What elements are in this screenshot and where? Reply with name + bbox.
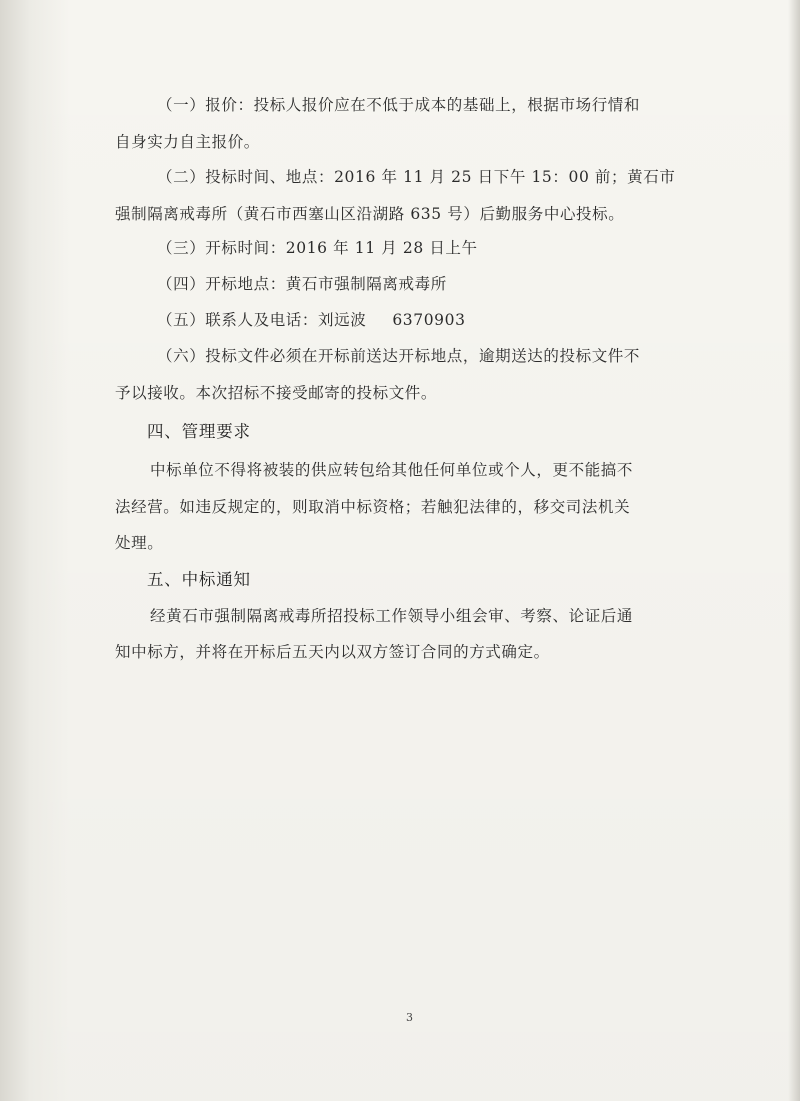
- item-1-line-2: 自身实力自主报价。: [115, 133, 260, 151]
- section-4-heading: 四、管理要求: [147, 422, 251, 441]
- contact-label: （五）联系人及电话：刘远波: [157, 311, 367, 329]
- section-5-line-1: 经黄石市强制隔离戒毒所招投标工作领导小组会审、考察、论证后通: [150, 607, 634, 625]
- scan-right-edge: [788, 0, 800, 1101]
- item-2-line-1: （二）投标时间、地点：2016 年 11 月 25 日下午 15：00 前；黄石市: [157, 168, 676, 186]
- contact-phone: 6370903: [392, 311, 466, 329]
- section-5-heading: 五、中标通知: [147, 570, 251, 589]
- item-1-line-1: （一）报价：投标人报价应在不低于成本的基础上，根据市场行情和: [157, 96, 641, 114]
- item-5-contact: [157, 310, 466, 330]
- section-5-line-2: 知中标方，并将在开标后五天内以双方签订合同的方式确定。: [115, 643, 550, 661]
- item-2-line-2: 强制隔离戒毒所（黄石市西塞山区沿湖路 635 号）后勤服务中心投标。: [115, 205, 625, 223]
- item-6-line-1: （六）投标文件必须在开标前送达开标地点，逾期送达的投标文件不: [157, 347, 641, 365]
- item-4-line-1: （四）开标地点：黄石市强制隔离戒毒所: [157, 275, 447, 293]
- section-4-line-1: 中标单位不得将被装的供应转包给其他任何单位或个人，更不能搞不: [150, 461, 634, 479]
- section-4-line-3: 处理。: [115, 534, 164, 552]
- section-4-line-2: 法经营。如违反规定的，则取消中标资格；若触犯法律的，移交司法机关: [115, 498, 631, 516]
- item-3-line-1: （三）开标时间：2016 年 11 月 28 日上午: [157, 239, 478, 257]
- item-6-line-2: 予以接收。本次招标不接受邮寄的投标文件。: [115, 384, 438, 402]
- scan-left-edge: [0, 0, 70, 1101]
- page-number: 3: [406, 1011, 413, 1024]
